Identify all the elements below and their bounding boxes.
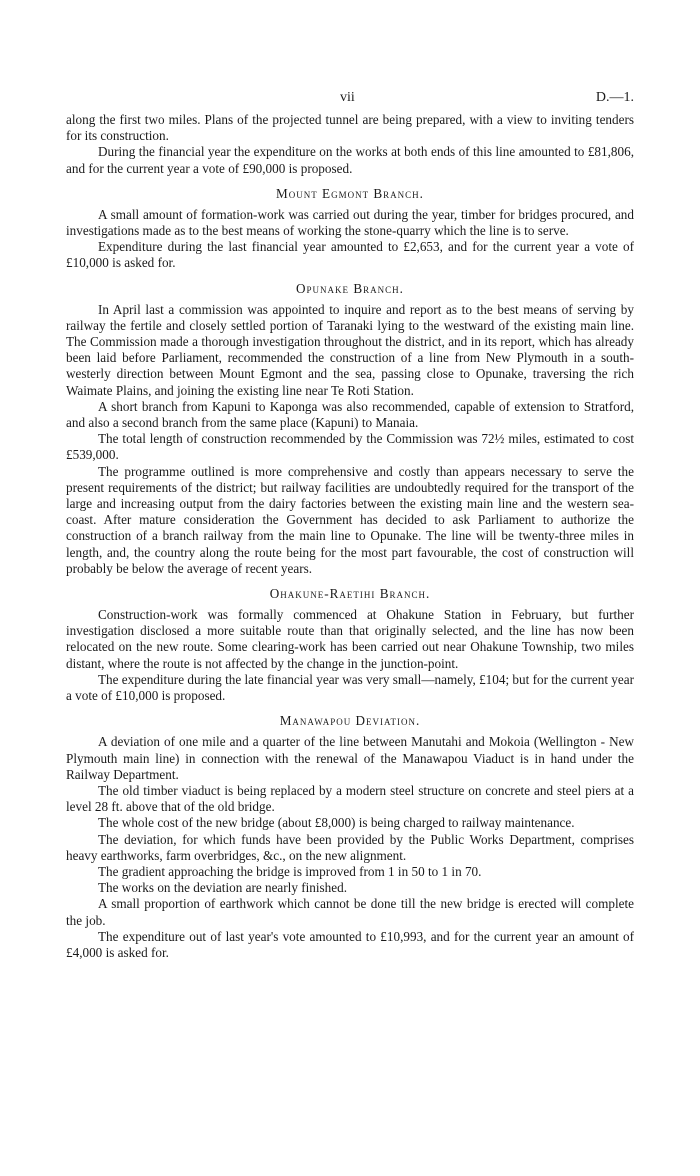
page-number: vii <box>340 90 355 105</box>
section-heading: Mount Egmont Branch. <box>276 185 424 201</box>
section-opunake-branch <box>66 281 634 577</box>
section-heading: Ohakune-Raetihi Branch. <box>269 586 431 602</box>
paragraph: The whole cost of the new bridge (about £8,000) is being charged to railway maintenance. <box>98 815 575 831</box>
section-manawapou-deviation <box>66 713 634 961</box>
paragraph: In April last a commission was appointed to inquire and report as to the best means of serving by railway the fertile and closely settled portion of Taranaki lying to the westward of the existing main line. The Commission made a thorough investigation throughout the district, and in its report, which has already been laid before Parliament, recommended the construction of a line from New Plymouth in a south-westerly direction between Mount Egmont and the sea, passing close to Opunake, traversing the rich Waimate Plains, and joining the existing line near Te Roti Station. <box>66 301 634 398</box>
paragraph: The expenditure during the late financial year was very small—namely, £104; but for the current year a vote of £10,000 is proposed. <box>66 671 634 704</box>
paragraph: The old timber viaduct is being replaced by a modern steel structure on concrete and steel piers at a level 28 ft. above that of the old bridge. <box>66 782 634 815</box>
section-heading: Manawapou Deviation. <box>279 713 421 729</box>
paragraph: A small proportion of earthwork which cannot be done till the new bridge is erected will complete the job. <box>66 896 634 928</box>
section-intro <box>66 112 634 177</box>
section-ohakune-raetihi-branch <box>66 586 634 704</box>
section-heading: Opunake Branch. <box>296 280 404 296</box>
paragraph: A small amount of formation-work was carried out during the year, timber for bridges procured, and investigations made as to the best means of working the stone-quarry which the line is to serve. <box>66 206 634 239</box>
document-reference: D.—1. <box>595 90 634 105</box>
paragraph: The deviation, for which funds have been provided by the Public Works Department, comprises heavy earthworks, farm overbridges, &c., on the new alignment. <box>66 831 634 863</box>
page-header <box>66 88 634 112</box>
paragraph: A deviation of one mile and a quarter of the line between Manutahi and Mokoia (Wellington - New Plymouth main line) in connection with the renewal of the Manawapou Viaduct is in hand under the Railway Department. <box>66 734 634 782</box>
paragraph: During the financial year the expenditure on the works at both ends of this line amounted to £81,806, and for the current year a vote of £90,000 is proposed. <box>66 144 634 176</box>
paragraph: The expenditure out of last year's vote amounted to £10,993, and for the current year an amount of £4,000 is asked for. <box>66 928 634 960</box>
paragraph: The works on the deviation are nearly finished. <box>98 880 348 896</box>
paragraph: Expenditure during the last financial year amounted to £2,653, and for the current year a vote of £10,000 is asked for. <box>66 239 634 271</box>
paragraph: The gradient approaching the bridge is improved from 1 in 50 to 1 in 70. <box>98 863 482 879</box>
paragraph: A short branch from Kapuni to Kaponga was also recommended, capable of extension to Stratford, and also a second branch from the same place (Kapuni) to Manaia. <box>66 398 634 431</box>
paragraph: along the first two miles. Plans of the projected tunnel are being prepared, with a view to inviting tenders for its construction. <box>66 112 634 144</box>
paragraph: Construction-work was formally commenced at Ohakune Station in February, but further investigation disclosed a more suitable route than that originally selected, and the line has now been relocated on the new route. Some clearing-work has been carried out near Ohakune Township, two miles distant, where the route is not affected by the change in the junction-point. <box>66 607 634 671</box>
paragraph: The total length of construction recommended by the Commission was 72½ miles, estimated to cost £539,000. <box>66 431 634 463</box>
document-page <box>66 88 634 961</box>
section-mount-egmont-branch <box>66 186 634 272</box>
paragraph: The programme outlined is more comprehensive and costly than appears necessary to serve the present requirements of the district; but railway facilities are undoubtedly required for the transport of the large and increasing output from the dairy factories between the existing main line and the western sea-coast. After mature consideration the Government has decided to ask Parliament to authorize the construction of a branch railway from the main line to Opunake. The line will be twenty-three miles in length, and, the country along the route being for the most part favourable, the cost of construction will probably be below the average of recent years. <box>66 463 634 576</box>
